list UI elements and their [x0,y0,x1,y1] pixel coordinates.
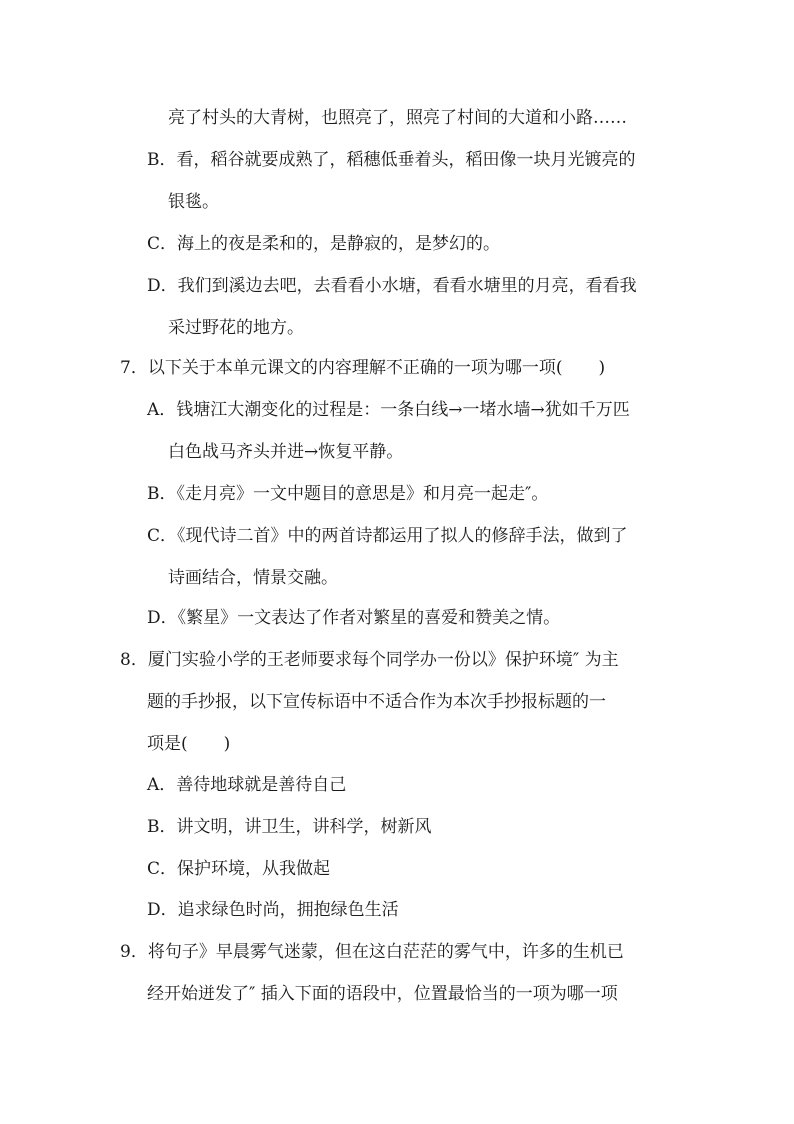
q7-stem-close: ) [598,358,606,378]
q7-option-b: B．《走月亮》一文中题目的意思是》和月亮一起走″。 [147,484,549,504]
q7-stem [120,356,605,380]
q6-option-b-line2: 银毯。 [168,192,219,212]
q7-option-d: D．《繁星》一文表达了作者对繁星的喜爱和赞美之情。 [147,608,561,628]
q7-option-a-line1: A．钱塘江大潮变化的过程是：一条白线→一堵水墙→犹如千万匹 [147,400,630,420]
q7-stem-text: 7．以下关于本单元课文的内容理解不正确的一项为哪一项( [120,358,563,378]
q8-stem-line3 [147,732,230,756]
q8-option-c: C．保护环境，从我做起 [147,859,331,879]
q7-option-c-line1: C．《现代诗二首》中的两首诗都运用了拟人的修辞手法，做到了 [147,526,628,546]
q6-option-c: C．海上的夜是柔和的，是静寂的，是梦幻的。 [147,234,501,254]
q9-stem-line2: 经开始迸发了″ 插入下面的语段中，位置最恰当的一项为哪一项 [147,984,618,1004]
q6-option-d-line1: D．我们到溪边去吧，去看看小水塘，看看水塘里的月亮，看看我 [147,276,637,296]
q6-option-b-line1: B．看，稻谷就要成熟了，稻穗低垂着头，稻田像一块月光镀亮的 [147,150,636,170]
q9-stem-line1: 9．将句子》早晨雾气迷蒙，但在这白茫茫的雾气中，许多的生机已 [120,942,624,962]
q8-option-b: B．讲文明，讲卫生，讲科学，树新风 [147,817,432,837]
q7-option-c-line2: 诗画结合，情景交融。 [168,568,338,588]
q6-option-a-continuation: 亮了村头的大青树，也照亮了，照亮了村间的大道和小路…… [168,108,627,128]
q6-option-d-line2: 采过野花的地方。 [168,318,304,338]
q8-stem-close: ) [223,734,231,754]
q8-option-d: D．追求绿色时尚，拥抱绿色生活 [147,900,399,920]
q8-option-a: A．善待地球就是善待自己 [147,775,347,795]
q8-stem-text: 项是( [147,734,188,754]
q7-option-a-line2: 白色战马齐头并进→恢复平静。 [168,442,404,462]
q8-stem-line2: 题的手抄报，以下宣传标语中不适合作为本次手抄报标题的一 [147,692,606,712]
q8-stem-line1: 8．厦门实验小学的王老师要求每个同学办一份以》保护环境″ 为主 [120,650,619,670]
